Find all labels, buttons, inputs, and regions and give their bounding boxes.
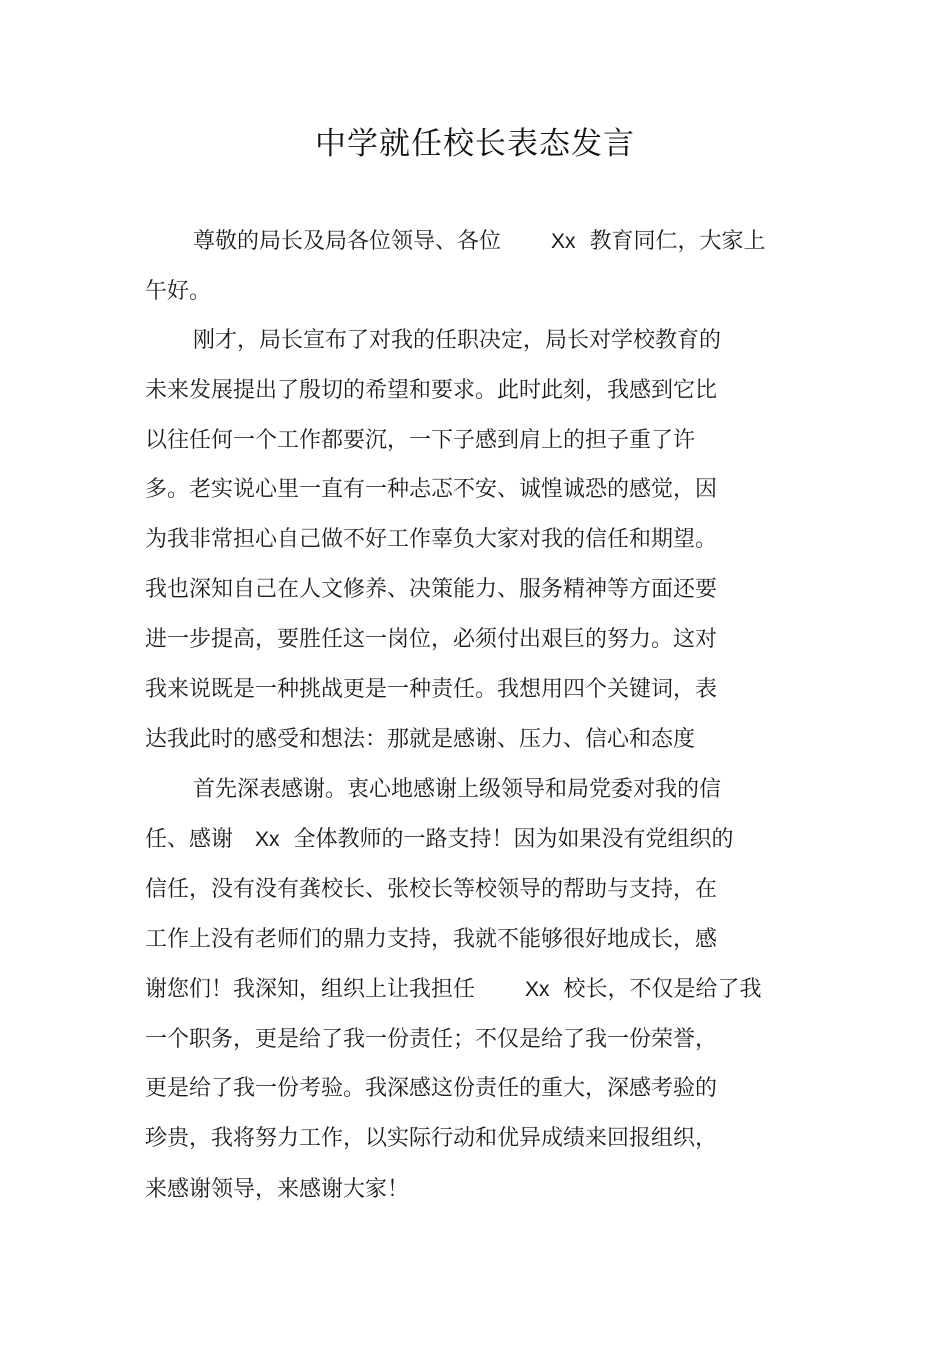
paragraph-line: 刚才，局长宣布了对我的任职决定，局长对学校教育的: [193, 328, 722, 353]
paragraph-line: [193, 225, 766, 259]
paragraph-line: [145, 973, 762, 1007]
paragraph-line: 工作上没有老师们的鼎力支持，我就不能够很好地成长，感: [145, 927, 718, 952]
name-placeholder: Xx: [255, 828, 280, 851]
paragraph-line: 一个职务，更是给了我一份责任；不仅是给了我一份荣誉，: [145, 1027, 718, 1052]
paragraph-line: 达我此时的感受和想法：那就是感谢、压力、信心和态度: [145, 727, 696, 752]
document-title: 中学就任校长表态发言: [315, 126, 635, 162]
text-segment: 校长，不仅是给了我: [563, 977, 762, 1002]
paragraph-line: 以往任何一个工作都要沉，一下子感到肩上的担子重了许: [145, 428, 696, 453]
paragraph-line: [145, 823, 734, 857]
text-segment: 任、感谢: [145, 827, 234, 852]
paragraph-line: 我也深知自己在人文修养、决策能力、服务精神等方面还要: [145, 577, 718, 602]
text-segment: 谢您们！我深知，组织上让我担任: [145, 977, 476, 1002]
text-segment: 全体教师的一路支持！因为如果没有党组织的: [293, 827, 734, 852]
name-placeholder: Xx: [551, 230, 576, 253]
text-segment: 尊敬的局长及局各位领导、各位: [193, 229, 502, 254]
text-segment: 教育同仁，大家上: [589, 229, 766, 254]
paragraph-line: 未来发展提出了殷切的希望和要求。此时此刻，我感到它比: [145, 378, 718, 403]
paragraph-line: 进一步提高，要胜任这一岗位，必须付出艰巨的努力。这对: [145, 627, 718, 652]
paragraph-line: 来感谢领导，来感谢大家！: [145, 1177, 410, 1202]
paragraph-line: 为我非常担心自己做不好工作辜负大家对我的信任和期望。: [145, 527, 718, 552]
paragraph-line: 信任，没有没有龚校长、张校长等校领导的帮助与支持，在: [145, 877, 718, 902]
paragraph-line: 我来说既是一种挑战更是一种责任。我想用四个关键词，表: [145, 677, 718, 702]
paragraph-line: 珍贵，我将努力工作，以实际行动和优异成绩来回报组织，: [145, 1126, 718, 1151]
paragraph-line: 多。老实说心里一直有一种忐忑不安、诚惶诚恐的感觉，因: [145, 477, 718, 502]
name-placeholder: Xx: [525, 978, 550, 1001]
paragraph-line: 午好。: [145, 279, 212, 304]
paragraph-line: 更是给了我一份考验。我深感这份责任的重大，深感考验的: [145, 1076, 718, 1101]
paragraph-line: 首先深表感谢。衷心地感谢上级领导和局党委对我的信: [193, 777, 722, 802]
